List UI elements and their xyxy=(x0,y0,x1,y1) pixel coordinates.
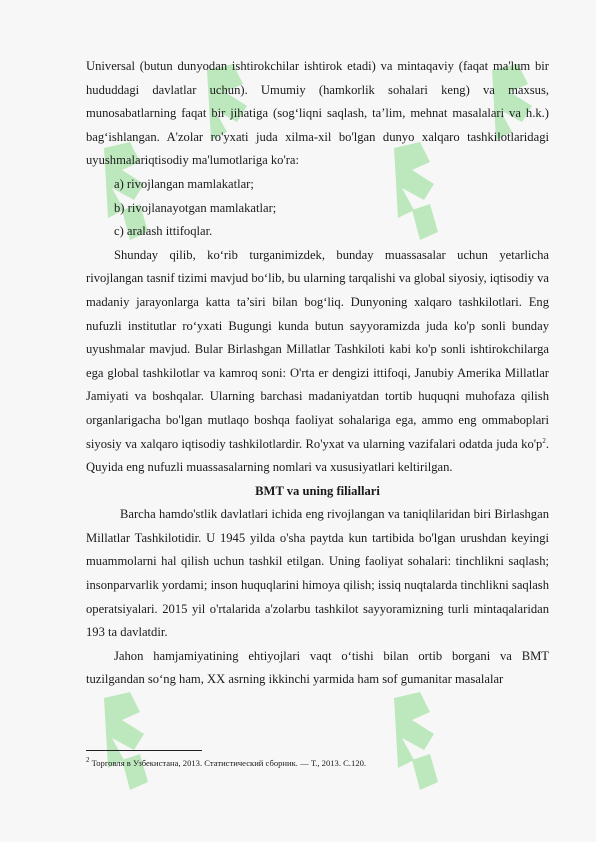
watermark-icon xyxy=(82,690,162,800)
paragraph-4: Jahon hamjamiyatining ehtiyojlari vaqt o‘tishi bilan ortib borgani va BMT tuzilgandan so‘ng ham, XX asrning ikkinchi yarmida ham sof gumanitar masalalar xyxy=(86,648,549,687)
section-heading: BMT va uning filiallari xyxy=(255,483,380,498)
list-item: b) rivojlanayotgan mamlakatlar; xyxy=(114,200,277,215)
paragraph-1: Universal (butun dunyodan ishtirokchilar ishtirok etadi) va mintaqaviy (faqat ma'lum bir hududdagi davlatlar uchun). Umumiy (hamkorlik sohalari keng) va maxsus, munosabatlarning faqat bir jihatiga (sog‘liqni saqlash, ta’lim, mehnat masalalari va h.k.) bag‘ishlangan. A'zolar ro'yxati juda xilma-xil bo'lgan dunyo xalqaro tashkilotlaridagi uyushmalariqtisodiy ma'lumotlariga ko'ra: xyxy=(86,59,549,168)
footnote-text: Торговля в Узбекистана, 2013. Статистический сборник. — Т., 2013. С.120. xyxy=(91,758,367,768)
footnote-mark: 2 xyxy=(86,756,90,765)
paragraph-2-end: . Quyida eng nufuzli muassasalarning nomlari va xususiyatlari keltirilgan. xyxy=(86,436,549,475)
paragraph-2 xyxy=(86,244,549,480)
paragraph-3: Barcha hamdo'stlik davlatlari ichida eng rivojlangan va taniqlilaridan biri Birlashgan Millatlar Tashkilotidir. U 1945 yilda o'sha paytda kun tartibida bo'lgan urushdan keyingi muammolarni hal qilish uchun tashkil etilgan. Uning faoliyat sohalari: tinchlikni saqlash; insonparvarlik yordami; inson huquqlarini himoya qilish; issiq nuqtalarda tinchlikni saqlash operatsiyalari. 2015 yil o'rtalarida a'zolarbu tashkilot sayyoramizning turli mintaqalaridan 193 ta davlatdir. xyxy=(86,507,549,640)
paragraph-2-text: Shunday qilib, ko‘rib turganimizdek, bunday muassasalar uchun yetarlicha rivojlangan tasnif tizimi mavjud bo‘lib, bu ularning tarqalishi va global siyosiy, iqtisodiy va madaniy jarayonlarga katta ta’siri bilan bog‘liq. Dunyoning xalqaro tashkilotlari. Eng nufuzli institutlar ro‘yxati Bugungi kunda butun sayyoramizda juda ko'p sonli bunday uyushmalar mavjud. Bular Birlashgan Millatlar Tashkiloti kabi ko'p sonli ishtirokchilarga ega global tashkilotlar va kamroq soni: O'rta er dengizi ittifoqi, Janubiy Amerika Millatlar Jamiyati va boshqalar. Ularning barchasi madaniyatdan tortib huquqni muhofaza qilish organlarigacha bo'lgan mutlaqo boshqa faoliyat sohalariga ega, ammo eng ommaboplari siyosiy va xalqaro iqtisodiy tashkilotlardir. Ro'yxat va ularning vazifalari odatda juda ko'p xyxy=(86,247,549,451)
body-text xyxy=(86,55,549,692)
classification-list xyxy=(86,173,549,244)
footnote-divider xyxy=(86,750,202,751)
list-item: a) rivojlangan mamlakatlar; xyxy=(114,176,254,191)
footnote-ref[interactable]: 2 xyxy=(542,436,546,445)
footnote xyxy=(86,757,549,769)
list-item: c) aralash ittifoqlar. xyxy=(114,224,213,239)
watermark-icon xyxy=(372,690,452,800)
